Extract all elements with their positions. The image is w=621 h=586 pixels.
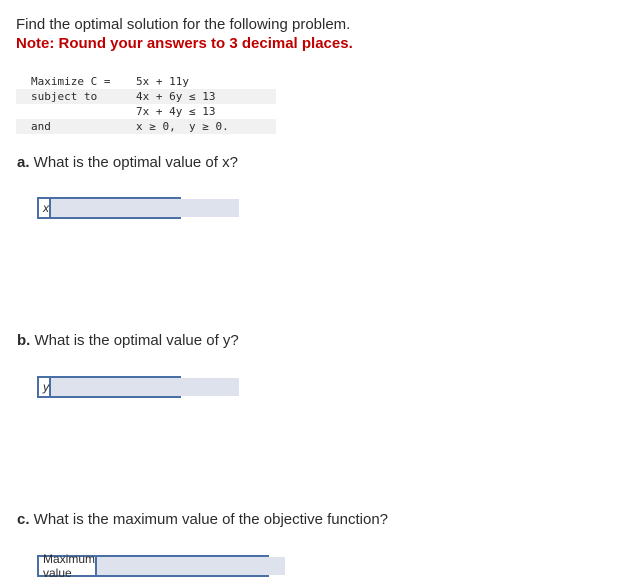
rounding-note: Note: Round your answers to 3 decimal places. bbox=[16, 35, 353, 52]
question-c bbox=[17, 510, 388, 529]
question-b-letter: b. bbox=[17, 332, 31, 349]
answer-x-input[interactable] bbox=[51, 199, 239, 217]
answer-max-label: Maximum value bbox=[39, 557, 97, 575]
constraint-2: 7x + 4y ≤ 13 bbox=[136, 105, 216, 118]
answer-x-field bbox=[37, 197, 181, 219]
question-b-text: What is the optimal value of y? bbox=[30, 332, 239, 349]
answer-y-input[interactable] bbox=[51, 378, 239, 396]
constraint-1: 4x + 6y ≤ 13 bbox=[136, 90, 216, 103]
objective-row bbox=[16, 74, 276, 89]
subject-to-label: subject to bbox=[31, 90, 98, 103]
question-c-letter: c. bbox=[17, 511, 30, 528]
nonnegativity-row bbox=[16, 119, 276, 134]
constraint-row-1 bbox=[16, 89, 276, 104]
question-a bbox=[17, 153, 238, 172]
instruction-text: Find the optimal solution for the following problem. bbox=[16, 16, 351, 33]
answer-y-label: y bbox=[39, 378, 51, 396]
linear-program bbox=[16, 74, 276, 134]
objective-expression: 5x + 11y bbox=[136, 75, 189, 88]
constraint-row-2 bbox=[16, 104, 276, 119]
answer-max-field bbox=[37, 552, 269, 580]
objective-label: Maximize C = bbox=[31, 75, 118, 88]
question-c-text: What is the maximum value of the objective function? bbox=[29, 511, 389, 528]
question-a-letter: a. bbox=[17, 154, 30, 171]
question-b bbox=[17, 331, 239, 350]
answer-x-label: x bbox=[39, 199, 51, 217]
answer-y-field bbox=[37, 376, 181, 398]
and-label: and bbox=[31, 120, 51, 133]
instructions bbox=[16, 15, 353, 53]
answer-max-input[interactable] bbox=[97, 557, 285, 575]
nonnegativity-constraint: x ≥ 0, y ≥ 0. bbox=[136, 120, 229, 133]
question-a-text: What is the optimal value of x? bbox=[29, 154, 238, 171]
